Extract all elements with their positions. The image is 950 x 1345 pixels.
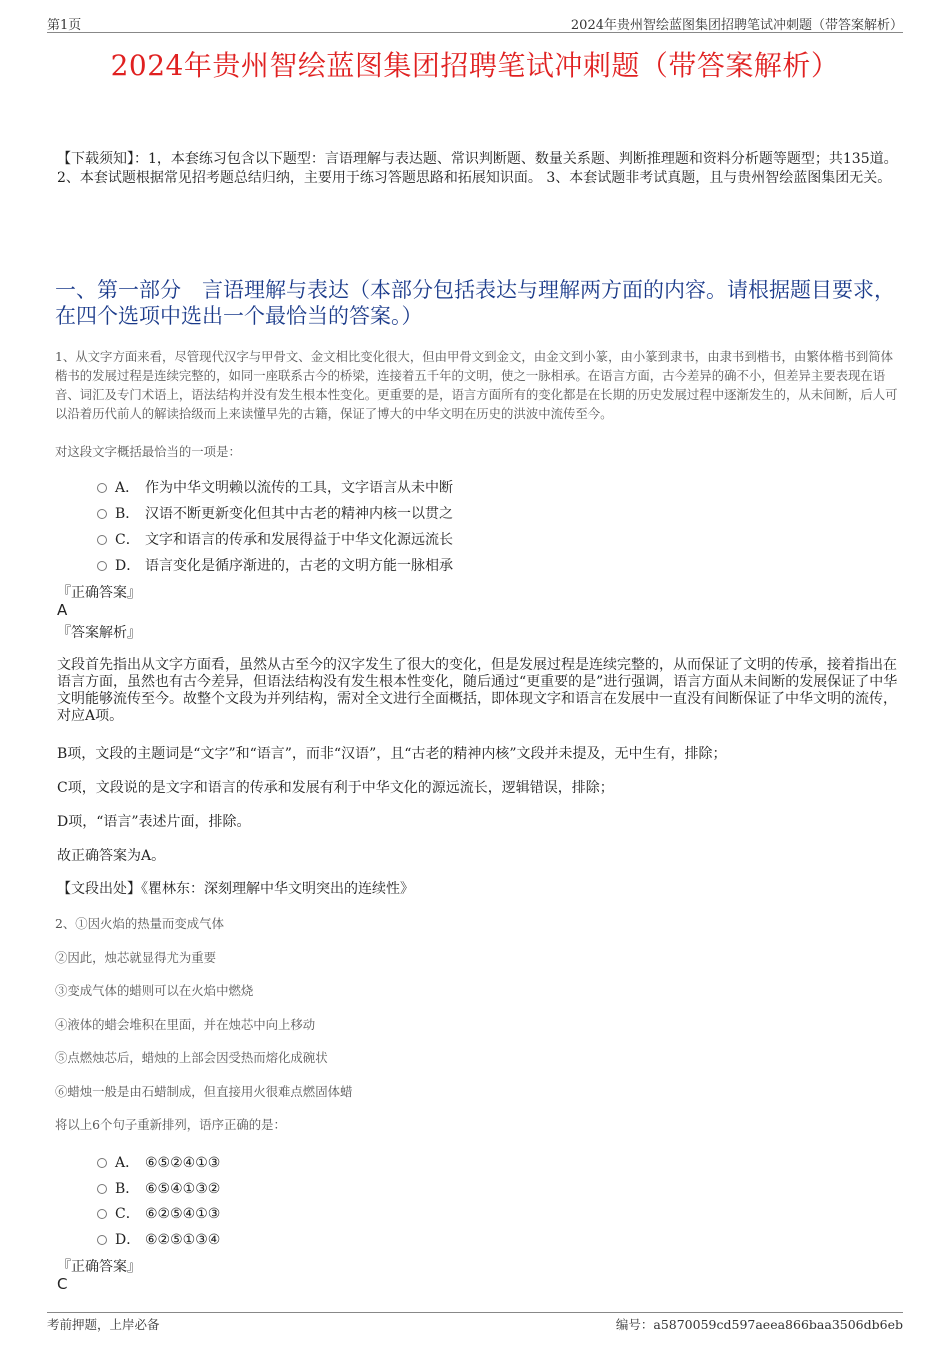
radio-icon[interactable]	[97, 561, 107, 571]
q1-analysis-label: 『答案解析』	[57, 625, 141, 641]
q2-sentence-2: ②因此，烛芯就显得尤为重要	[55, 950, 217, 965]
q1-option-d[interactable]: D． 语言变化是循序渐进的，古老的文明方能一脉相承	[97, 555, 453, 575]
page-footer	[47, 1312, 903, 1331]
q1-option-a[interactable]: A． 作为中华文明赖以流传的工具，文字语言从未中断	[97, 477, 453, 497]
q1-answer: A	[57, 601, 68, 619]
radio-icon[interactable]	[97, 1184, 107, 1194]
q2-option-a[interactable]: A． ⑥⑤②④①③	[97, 1152, 220, 1172]
q2-option-c[interactable]: C． ⑥②⑤④①③	[97, 1203, 220, 1223]
q2-answer: C	[57, 1275, 68, 1293]
q2-question: 将以上6个句子重新排列，语序正确的是：	[55, 1117, 286, 1132]
q2-sentence-4: ④液体的蜡会堆积在里面，并在烛芯中向上移动	[55, 1017, 316, 1032]
header-doc-title: 2024年贵州智绘蓝图集团招聘笔试冲刺题（带答案解析）	[570, 18, 903, 33]
download-notice: 【下载须知】：1，本套练习包含以下题型：言语理解与表达题、常识判断题、数量关系题、判断推理题和资料分析题等题型；共135道。 2、本套试题根据常见招考题总结归纳，主要用于练习答题思路和拓展知识面。 3、本套试题非考试真题，且与贵州智绘蓝图集团无关。	[57, 151, 898, 186]
radio-icon[interactable]	[97, 535, 107, 545]
page-title: 2024年贵州智绘蓝图集团招聘笔试冲刺题（带答案解析）	[110, 49, 840, 82]
q1-passage: 1、从文字方面来看，尽管现代汉字与甲骨文、金文相比变化很大，但由甲骨文到金文，由金文到小篆，由小篆到隶书，由隶书到楷书，由繁体楷书到简体楷书的发展过程是连续完整的，如同一座联系古今的桥梁，连接着五千年的文明，使之一脉相承。在语言方面，古今差异的确不小，但差异主要表现在语音、词汇及专门术语上，语法结构并没有发生根本性变化。更重要的是，语言方面所有的变化都是在长期的历史发展过程中逐渐发生的，从未间断，后人可以沿着历代前人的解读拾级而上来读懂早先的古籍，保证了博大的中华文明在历史的洪波中流传至今。	[55, 349, 898, 421]
q1-analysis-b: B项，文段的主题词是“文字”和“语言”，而非“汉语”，且“古老的精神内核”文段并未提及，无中生有，排除；	[57, 746, 727, 762]
q2-sentence-3: ③变成气体的蜡则可以在火焰中燃烧	[55, 983, 254, 998]
q2-sentence-6: ⑥蜡烛一般是由石蜡制成，但直接用火很难点燃固体蜡	[55, 1084, 353, 1099]
q1-analysis-main: 文段首先指出从文字方面看，虽然从古至今的汉字发生了很大的变化，但是发展过程是连续完整的，从而保证了文明的传承，接着指出在语言方面，虽然也有古今差异，但语法结构没有发生根本性变化，随后通过“更重要的是”进行强调，语言方面从未间断的发展保证了中华文明能够流传至今。故整个文段为并列结构，需对全文进行全面概括，即体现文字和语言在发展中一直没有间断保证了中华文明的流传，对应A项。	[57, 657, 898, 724]
q1-analysis-c: C项，文段说的是文字和语言的传承和发展有利于中华文化的源远流长，逻辑错误，排除；	[57, 780, 614, 796]
q2-option-b[interactable]: B． ⑥⑤④①③②	[97, 1178, 220, 1198]
q1-option-c[interactable]: C． 文字和语言的传承和发展得益于中华文化源远流长	[97, 529, 453, 549]
q1-question: 对这段文字概括最恰当的一项是：	[55, 444, 241, 459]
footer-slogan: 考前押题，上岸必备	[47, 1317, 160, 1332]
radio-icon[interactable]	[97, 483, 107, 493]
q1-option-b[interactable]: B． 汉语不断更新变化但其中古老的精神内核一以贯之	[97, 503, 453, 523]
q1-analysis-d: D项，“语言”表述片面，排除。	[57, 814, 251, 830]
q2-sentence-5: ⑤点燃烛芯后，蜡烛的上部会因受热而熔化成碗状	[55, 1050, 328, 1065]
section-heading: 一、第一部分 言语理解与表达（本部分包括表达与理解两方面的内容。请根据题目要求，在四个选项中选出一个最恰当的答案。）	[55, 278, 895, 328]
radio-icon[interactable]	[97, 1235, 107, 1245]
q2-answer-label: 『正确答案』	[57, 1259, 141, 1275]
footer-doc-id: 编号：a5870059cd597aeea866baa3506db6eb	[615, 1317, 903, 1332]
radio-icon[interactable]	[97, 1209, 107, 1219]
radio-icon[interactable]	[97, 1158, 107, 1168]
q2-option-d[interactable]: D． ⑥②⑤①③④	[97, 1229, 220, 1249]
q2-sentence-1: 2、①因火焰的热量而变成气体	[55, 916, 224, 931]
radio-icon[interactable]	[97, 509, 107, 519]
page-number: 第1页	[47, 18, 82, 33]
q1-answer-label: 『正确答案』	[57, 585, 141, 601]
q1-analysis-conclusion: 故正确答案为A。	[57, 848, 166, 864]
q1-source: 【文段出处】《瞿林东：深刻理解中华文明突出的连续性》	[57, 881, 414, 897]
page-header	[47, 14, 903, 33]
